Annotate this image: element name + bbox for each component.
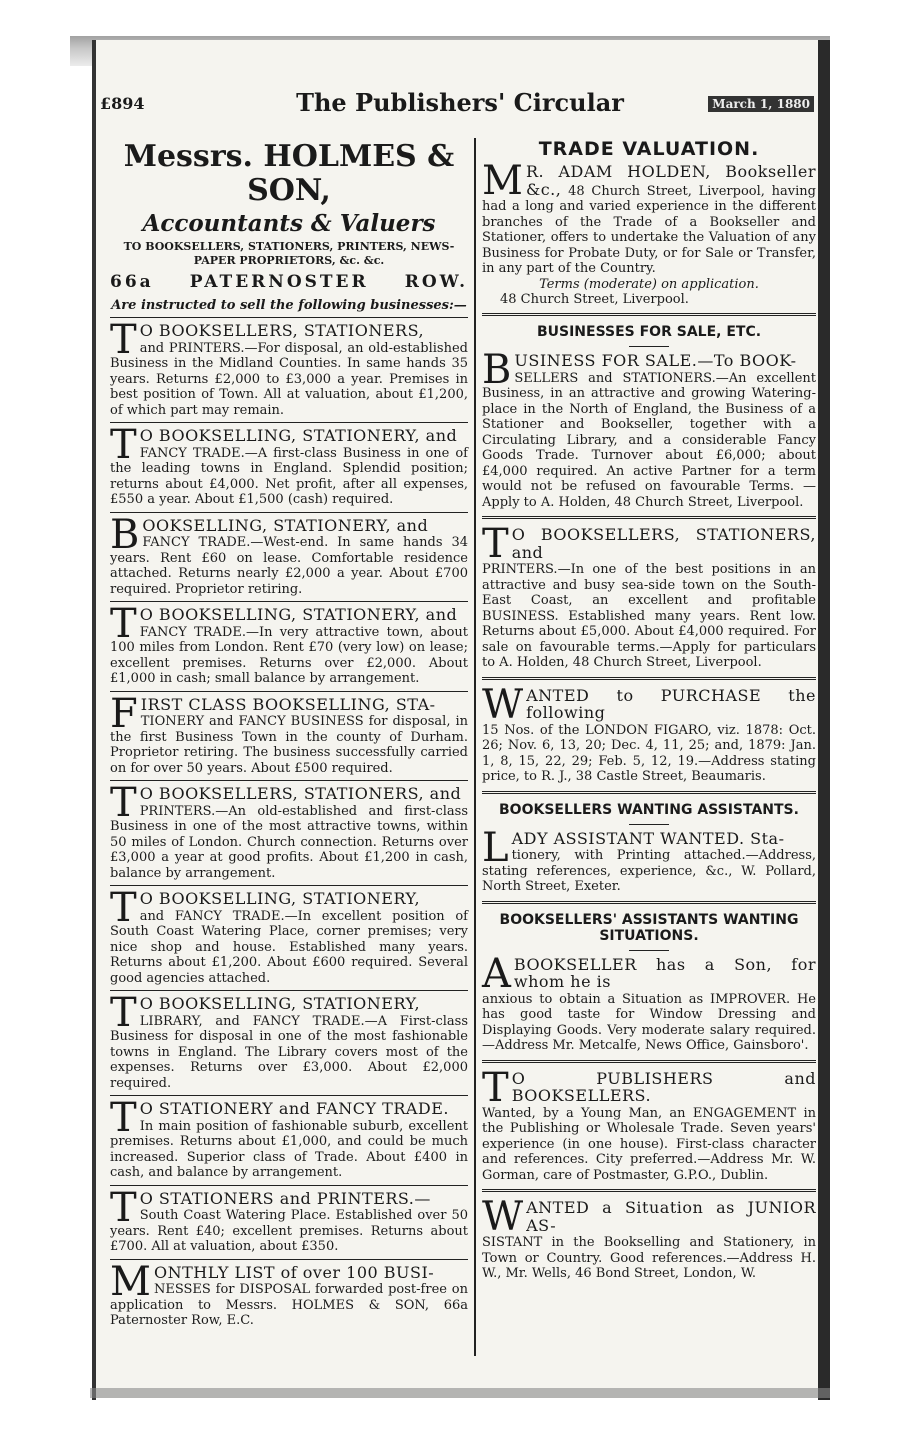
ad-initial: T xyxy=(110,780,137,826)
ad-separator xyxy=(110,1185,468,1186)
ad-separator xyxy=(110,601,468,602)
journal-title: The Publishers' Circular xyxy=(296,88,624,117)
ad-initial: F xyxy=(110,690,138,737)
heading-underline xyxy=(629,346,669,347)
ad-headline: ONTHLY LIST of over 100 BUSI- xyxy=(153,1262,435,1282)
heading-underline xyxy=(629,824,669,825)
ad-separator xyxy=(110,512,468,513)
ad-headline: O BOOKSELLING, STATIONERY, xyxy=(139,889,421,908)
ad-headline: IRST CLASS BOOKSELLING, STA- xyxy=(140,694,436,714)
scan-right-edge xyxy=(818,40,830,1400)
ad-body: PRINTERS.—An old-established and first-class Business in one of the most attractive towns, within 50 miles of London. Church connection. Returns over £3,000 a year at good profits. About £1,200 in cash, balance by arrangement. xyxy=(110,803,468,881)
running-head xyxy=(100,88,820,120)
ad-separator xyxy=(110,317,468,318)
left-ad xyxy=(110,990,468,1091)
firm-address xyxy=(110,272,468,292)
trade-valuation-heading: TRADE VALUATION. xyxy=(538,138,760,160)
right-column xyxy=(482,138,816,1282)
ad-initial: W xyxy=(482,1194,524,1240)
right-ad xyxy=(482,521,816,671)
ad-initial: T xyxy=(482,1064,509,1111)
left-ad xyxy=(110,1184,468,1255)
ad-body: LIBRARY, and FANCY TRADE.—A First-class Business for disposal in one of the most fashionable towns in England. The Library covers most of the expenses. Returns over £3,000. About £2,000 required. xyxy=(110,1013,468,1091)
ad-headline: O PUBLISHERS and BOOKSELLERS. xyxy=(511,1068,816,1105)
ad-separator xyxy=(482,1060,816,1063)
left-ad xyxy=(110,511,468,598)
ad-initial: T xyxy=(110,990,137,1036)
firm-address-row: ROW. xyxy=(404,272,468,292)
left-ad xyxy=(110,780,468,881)
left-ad xyxy=(110,601,468,687)
ad-separator xyxy=(482,677,816,680)
ad-body: 15 Nos. of the LONDON FIGARO, viz. 1878: Oct. 26; Nov. 6, 13, 20; Dec. 4, 11, 25; and, 1879: Jan. 1, 8, 15, 22, 29; Feb. 5, 12, 19.—Address stating price, to R. J., 38 Castle Street, Beaumaris. xyxy=(482,722,816,784)
ad-body: FANCY TRADE.—In very attractive town, about 100 miles from London. Rent £70 (very low) on lease; excellent premises. Returns over £2,000. About £1,000 in cash; small balance by arrangement. xyxy=(110,624,468,686)
firm-name: Messrs. HOLMES & SON, xyxy=(123,139,455,208)
column-divider xyxy=(474,138,476,1356)
ad-headline: ANTED a Situation as JUNIOR AS- xyxy=(526,1198,816,1235)
ad-headline: ANTED to PURCHASE the following xyxy=(526,685,816,722)
firm-instruction: Are instructed to sell the following businesses:— xyxy=(111,298,467,313)
ad-initial: T xyxy=(110,1095,137,1141)
left-ad xyxy=(110,885,468,986)
ad-separator xyxy=(482,313,816,316)
ad-separator xyxy=(110,1259,468,1260)
left-ad-list xyxy=(110,317,468,1329)
ad-headline: O STATIONERS and PRINTERS.— xyxy=(139,1188,431,1208)
ad-headline: O BOOKSELLING, STATIONERY, and xyxy=(139,426,458,445)
right-section-list xyxy=(482,313,816,1282)
ad-headline: USINESS FOR SALE.—To BOOK- xyxy=(514,351,797,370)
heading-underline xyxy=(629,950,669,951)
ad-separator xyxy=(482,901,816,904)
ad-separator xyxy=(482,791,816,794)
firm-to-line: TO BOOKSELLERS, STATIONERS, PRINTERS, NEWS-PAPER PROPRIETORS, &c. &c. xyxy=(123,240,455,267)
left-ad xyxy=(110,317,468,418)
firm-address-street: PATERNOSTER xyxy=(189,272,369,292)
scan-bottom-edge xyxy=(90,1388,830,1398)
binding-edge xyxy=(92,40,96,1400)
right-ad xyxy=(482,347,816,510)
ad-separator xyxy=(110,885,468,886)
left-column xyxy=(110,138,468,1329)
firm-address-number: 66a xyxy=(110,272,154,292)
ad-body: Wanted, by a Young Man, an ENGAGEMENT in the Publishing or Wholesale Trade. Seven years' experience (in one house). First-class character and references. City preferred.—Address Mr. W. Gorman, care of Postmaster, G.P.O., Dublin. xyxy=(482,1105,816,1183)
ad-initial: T xyxy=(110,885,137,931)
ad-body: tionery, with Printing attached.—Address, stating references, experience, &c., W. Pollard, North Street, Exeter. xyxy=(482,848,816,894)
ad-body: SELLERS and STATIONERS.—An excellent Business, in an attractive and growing Watering-place in the North of England, the Business of a Stationer and Bookseller, together with a Circulating Library, and a considerable Fancy Goods Trade. Turnover about £6,000; about £4,000 required. An active Partner for a term would not be refused on favourable Terms. — Apply to A. Holden, 48 Church Street, Liverpool. xyxy=(482,370,816,510)
ad-body: FANCY TRADE.—West-end. In same hands 34 years. Rent £60 on lease. Comfortable residence attached. Returns nearly £2,000 a year. About £700 required. Proprietor retiring. xyxy=(110,535,468,597)
ad-body: anxious to obtain a Situation as IMPROVER. He has good taste for Window Dressing and Displaying Goods. Very moderate salary required.—Address Mr. Metcalfe, News Office, Gainsboro'. xyxy=(482,991,816,1053)
right-ad xyxy=(482,950,816,1054)
ad-initial: W xyxy=(482,681,524,728)
ad-initial: T xyxy=(110,601,137,647)
ad-headline: ADY ASSISTANT WANTED. Sta- xyxy=(511,828,785,848)
page-number: £894 xyxy=(100,94,145,113)
ad-body: FANCY TRADE.—A first-class Business in one of the leading towns in England. Splendid position; returns about £4,000. Net profit, after all expenses, £550 a year. About £1,500 (cash) required. xyxy=(110,445,468,507)
trade-valuation-ad xyxy=(482,158,816,277)
ad-initial: L xyxy=(482,824,509,871)
ad-body: and FANCY TRADE.—In excellent position of South Coast Watering Place, corner premises; very nice shop and house. Established many years. Returns about £1,200. About £600 required. Several good agencies attached. xyxy=(110,908,468,986)
ad-headline: O BOOKSELLERS, STATIONERS, and xyxy=(511,525,816,562)
ad-initial: M xyxy=(110,1258,151,1305)
section-heading: BOOKSELLERS' ASSISTANTS WANTING SITUATIONS. xyxy=(499,911,799,944)
section-heading: BUSINESSES FOR SALE, ETC. xyxy=(536,324,762,340)
ad-separator xyxy=(110,1095,468,1096)
ad-body: PRINTERS.—In one of the best positions in an attractive and busy sea-side town on the South-East Coast, an excellent and profitable BUSINESS. Established many years. Rent low. Returns about £5,000. About £4,000 required. For sale on favourable terms.—Apply for particulars to A. Holden, 48 Church Street, Liverpool. xyxy=(482,562,816,670)
ad-headline: O BOOKSELLING, STATIONERY, xyxy=(139,994,421,1013)
ad-initial: T xyxy=(482,521,509,567)
ad-body: TIONERY and FANCY BUSINESS for disposal, in the first Business Town in the county of Durham. Proprietor retiring. The business successfully carried on for over 50 years. About £500 required. xyxy=(110,714,468,776)
ad-headline: O BOOKSELLERS, STATIONERS, and xyxy=(139,784,462,803)
trade-valuation-address: 48 Church Street, Liverpool. xyxy=(500,291,689,307)
ad-body: and PRINTERS.—For disposal, an old-established Business in the Midland Counties. In same hands 35 years. Returns £2,000 to £3,000 a year. Premises in best position of Town. All at valuation, about £1,200, of which part may remain. xyxy=(110,340,468,418)
ad-headline: O BOOKSELLING, STATIONERY, and xyxy=(139,605,458,624)
left-ad xyxy=(110,422,468,508)
right-ad xyxy=(482,1194,816,1282)
ad-body: South Coast Watering Place. Established over 50 years. Rent £40; excellent premises. Returns about £700. All at valuation, about £350. xyxy=(110,1208,468,1254)
ad-initial: B xyxy=(110,511,140,558)
trade-valuation-terms: Terms (moderate) on application. xyxy=(539,276,759,292)
left-ad xyxy=(110,690,468,777)
ad-initial: B xyxy=(482,347,512,393)
ad-separator xyxy=(110,990,468,991)
ad-separator xyxy=(110,691,468,692)
ad-initial: A xyxy=(482,950,511,997)
left-ad xyxy=(110,1258,468,1329)
ad-initial: M xyxy=(482,158,523,204)
ad-headline: BOOKSELLER has a Son, for whom he is xyxy=(513,954,816,991)
ad-body: SISTANT in the Bookselling and Stationery, in Town or Country. Good references.—Address H. W., Mr. Wells, 46 Bond Street, London, W. xyxy=(482,1235,816,1281)
ad-separator xyxy=(110,780,468,781)
ad-initial: T xyxy=(110,317,137,363)
ad-headline: O STATIONERY and FANCY TRADE. xyxy=(139,1099,450,1118)
ad-headline: OOKSELLING, STATIONERY, and xyxy=(142,515,429,535)
ad-separator xyxy=(482,516,816,519)
ad-headline: R. ADAM HOLDEN, Bookseller &c., xyxy=(525,162,816,199)
ad-initial: T xyxy=(110,1184,137,1231)
left-ad xyxy=(110,1095,468,1181)
ad-body: In main position of fashionable suburb, excellent premises. Returns about £1,000, and could be much increased. Superior class of Trade. About £400 in cash, and balance by arrangement. xyxy=(110,1118,468,1180)
ad-body: NESSES for DISPOSAL forwarded post-free on application to Messrs. HOLMES & SON, 66a Paternoster Row, E.C. xyxy=(110,1282,468,1328)
right-ad xyxy=(482,681,816,785)
ad-body: 48 Church Street, Liverpool, having had a long and varied experience in the different branches of the Trade of a Bookseller and Stationer, offers to undertake the Valuation of any Business for Probate Duty, or for Sale or Transfer, in any part of the Country. xyxy=(482,183,816,276)
issue-date: March 1, 1880 xyxy=(708,96,814,112)
firm-subtitle: Accountants & Valuers xyxy=(142,210,436,237)
ad-initial: T xyxy=(110,422,137,468)
ad-separator xyxy=(110,422,468,423)
right-ad xyxy=(482,824,816,895)
ad-headline: O BOOKSELLERS, STATIONERS, xyxy=(139,321,425,340)
right-ad xyxy=(482,1064,816,1184)
section-heading: BOOKSELLERS WANTING ASSISTANTS. xyxy=(499,801,799,818)
ad-separator xyxy=(482,1189,816,1192)
